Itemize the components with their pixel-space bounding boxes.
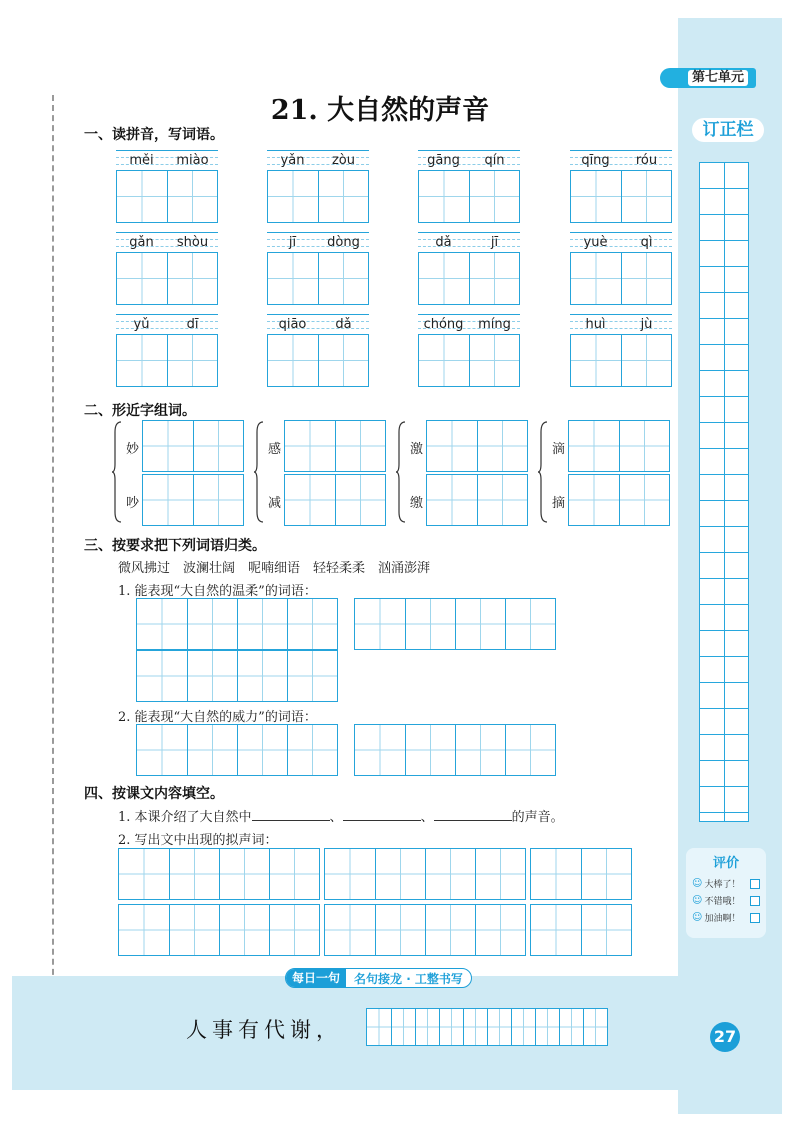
evaluation-label: 加油啊！ bbox=[704, 914, 741, 924]
writing-cell[interactable] bbox=[219, 849, 269, 899]
writing-cell[interactable] bbox=[137, 599, 187, 649]
writing-cell[interactable] bbox=[269, 849, 319, 899]
similar-char: 减 bbox=[268, 496, 282, 511]
writing-cell[interactable] bbox=[511, 1009, 535, 1045]
writing-cell[interactable] bbox=[169, 849, 219, 899]
writing-cell[interactable] bbox=[419, 335, 469, 386]
writing-cell[interactable] bbox=[427, 475, 477, 525]
pinyin-syllable: zòu bbox=[331, 153, 356, 168]
pinyin-syllable: shòu bbox=[176, 235, 209, 250]
pinyin-word-block bbox=[570, 314, 672, 389]
word-writing-grid[interactable] bbox=[568, 474, 670, 526]
similar-char: 妙 bbox=[126, 442, 140, 457]
similar-char: 摘 bbox=[552, 496, 566, 511]
writing-cell[interactable] bbox=[505, 599, 555, 649]
pinyin-syllable: qīng bbox=[581, 153, 610, 168]
answer-grid[interactable] bbox=[118, 848, 320, 900]
writing-cell[interactable] bbox=[193, 421, 244, 471]
writing-cell[interactable] bbox=[425, 905, 475, 955]
writing-cell[interactable] bbox=[405, 599, 455, 649]
daily-tag-right: 名句接龙 · 工整书写 bbox=[354, 971, 463, 986]
writing-cell[interactable] bbox=[285, 475, 335, 525]
writing-cell[interactable] bbox=[335, 421, 386, 471]
character-writing-grid[interactable] bbox=[116, 171, 218, 223]
pinyin-word-block bbox=[267, 232, 369, 307]
writing-cell[interactable] bbox=[477, 421, 528, 471]
writing-cell[interactable] bbox=[535, 1009, 559, 1045]
character-writing-grid[interactable] bbox=[570, 253, 672, 305]
writing-cell[interactable] bbox=[167, 335, 218, 386]
character-writing-grid[interactable] bbox=[418, 335, 520, 387]
section-1-heading: 一、读拼音，写词语。 bbox=[84, 127, 224, 143]
answer-grid[interactable] bbox=[530, 904, 632, 956]
smile-icon: ☺ bbox=[692, 895, 703, 906]
writing-cell[interactable] bbox=[621, 171, 672, 222]
unit-tab bbox=[660, 68, 756, 88]
writing-cell[interactable] bbox=[237, 599, 287, 649]
page-number: 27 bbox=[710, 1022, 740, 1052]
writing-cell[interactable] bbox=[117, 253, 167, 304]
character-writing-grid[interactable] bbox=[267, 253, 369, 305]
separator: 、 bbox=[420, 810, 434, 825]
writing-cell[interactable] bbox=[571, 253, 621, 304]
word-writing-grid[interactable] bbox=[142, 420, 244, 472]
writing-cell[interactable] bbox=[137, 725, 187, 775]
question-4-1-prefix: 1. 本课介绍了大自然中 bbox=[118, 810, 252, 825]
character-writing-grid[interactable] bbox=[418, 253, 520, 305]
writing-cell[interactable] bbox=[285, 421, 335, 471]
writing-cell[interactable] bbox=[475, 905, 525, 955]
writing-cell[interactable] bbox=[193, 475, 244, 525]
pinyin-word-block bbox=[570, 150, 672, 225]
writing-cell[interactable] bbox=[505, 725, 555, 775]
answer-grid[interactable] bbox=[530, 848, 632, 900]
question-4-1-suffix: 的声音。 bbox=[511, 810, 564, 825]
writing-cell[interactable] bbox=[455, 725, 505, 775]
writing-cell[interactable] bbox=[318, 335, 369, 386]
cut-line bbox=[52, 95, 54, 1015]
writing-cell[interactable] bbox=[487, 1009, 511, 1045]
writing-cell[interactable] bbox=[619, 475, 670, 525]
writing-cell[interactable] bbox=[187, 651, 237, 701]
correction-title: 订正栏 bbox=[692, 118, 764, 142]
correction-grid[interactable] bbox=[699, 162, 749, 822]
writing-cell[interactable] bbox=[531, 905, 581, 955]
answer-grid[interactable] bbox=[354, 724, 556, 776]
pinyin-syllable: dǎ bbox=[335, 317, 352, 332]
writing-cell[interactable] bbox=[415, 1009, 439, 1045]
writing-cell[interactable] bbox=[318, 171, 369, 222]
pinyin-row bbox=[418, 314, 520, 335]
writing-cell[interactable] bbox=[531, 849, 581, 899]
pinyin-row bbox=[570, 150, 672, 171]
writing-cell[interactable] bbox=[391, 1009, 415, 1045]
pinyin-syllable: qì bbox=[640, 235, 653, 250]
brace-icon bbox=[396, 420, 406, 524]
writing-cell[interactable] bbox=[287, 599, 337, 649]
pinyin-syllable: míng bbox=[478, 317, 511, 332]
answer-grid[interactable] bbox=[324, 848, 526, 900]
writing-cell[interactable] bbox=[268, 335, 318, 386]
fill-blank[interactable] bbox=[434, 809, 512, 821]
pinyin-row bbox=[570, 314, 672, 335]
writing-cell[interactable] bbox=[469, 171, 520, 222]
pinyin-syllable: měi bbox=[129, 153, 154, 168]
pinyin-row bbox=[418, 232, 520, 253]
similar-char-group bbox=[396, 420, 546, 524]
pinyin-row bbox=[570, 232, 672, 253]
pinyin-syllable: dī bbox=[186, 317, 199, 332]
smile-icon: ☺ bbox=[692, 912, 703, 923]
writing-cell[interactable] bbox=[375, 849, 425, 899]
unit-tab-label: 第七单元 bbox=[688, 70, 748, 86]
writing-cell[interactable] bbox=[143, 475, 193, 525]
brace-icon bbox=[112, 420, 122, 524]
similar-char-group bbox=[254, 420, 404, 524]
writing-cell[interactable] bbox=[117, 171, 167, 222]
writing-cell[interactable] bbox=[569, 475, 619, 525]
writing-cell[interactable] bbox=[119, 849, 169, 899]
character-writing-grid[interactable] bbox=[116, 335, 218, 387]
writing-cell[interactable] bbox=[355, 725, 405, 775]
answer-grid[interactable] bbox=[324, 904, 526, 956]
evaluation-checkbox[interactable] bbox=[750, 913, 760, 923]
writing-cell[interactable] bbox=[169, 905, 219, 955]
character-writing-grid[interactable] bbox=[570, 171, 672, 223]
fill-blank[interactable] bbox=[252, 809, 330, 821]
writing-cell[interactable] bbox=[405, 725, 455, 775]
pinyin-word-block bbox=[267, 314, 369, 389]
separator: 、 bbox=[329, 810, 343, 825]
word-writing-grid[interactable] bbox=[426, 420, 528, 472]
writing-cell[interactable] bbox=[375, 905, 425, 955]
pinyin-row bbox=[267, 232, 369, 253]
word-writing-grid[interactable] bbox=[142, 474, 244, 526]
word-writing-grid[interactable] bbox=[284, 420, 386, 472]
writing-cell[interactable] bbox=[619, 421, 670, 471]
writing-cell[interactable] bbox=[419, 253, 469, 304]
writing-cell[interactable] bbox=[325, 849, 375, 899]
question-3-1: 1. 能表现“大自然的温柔”的词语： bbox=[118, 584, 317, 599]
writing-cell[interactable] bbox=[187, 725, 237, 775]
writing-cell[interactable] bbox=[237, 725, 287, 775]
writing-cell[interactable] bbox=[583, 1009, 607, 1045]
answer-grid[interactable] bbox=[136, 598, 338, 650]
character-writing-grid[interactable] bbox=[570, 335, 672, 387]
writing-cell[interactable] bbox=[439, 1009, 463, 1045]
writing-cell[interactable] bbox=[335, 475, 386, 525]
question-3-2: 2. 能表现“大自然的威力”的词语： bbox=[118, 710, 317, 725]
pinyin-syllable: qín bbox=[484, 153, 505, 168]
writing-cell[interactable] bbox=[187, 599, 237, 649]
pinyin-syllable: chóng bbox=[423, 317, 464, 332]
similar-char-group bbox=[538, 420, 688, 524]
similar-char: 缴 bbox=[410, 496, 424, 511]
pinyin-syllable: huì bbox=[585, 317, 606, 332]
evaluation-checkbox[interactable] bbox=[750, 879, 760, 889]
answer-grid[interactable] bbox=[118, 904, 320, 956]
writing-cell[interactable] bbox=[455, 599, 505, 649]
pinyin-word-block bbox=[418, 314, 520, 389]
writing-cell[interactable] bbox=[571, 171, 621, 222]
pinyin-syllable: qiāo bbox=[278, 317, 307, 332]
brace-icon bbox=[254, 420, 264, 524]
word-writing-grid[interactable] bbox=[568, 420, 670, 472]
pinyin-syllable: yuè bbox=[583, 235, 608, 250]
character-writing-grid[interactable] bbox=[418, 171, 520, 223]
pinyin-row bbox=[116, 314, 218, 335]
evaluation-checkbox[interactable] bbox=[750, 896, 760, 906]
pinyin-word-block bbox=[116, 314, 218, 389]
similar-char: 激 bbox=[410, 442, 424, 457]
pinyin-row bbox=[267, 150, 369, 171]
writing-cell[interactable] bbox=[167, 253, 218, 304]
word-bank: 微风拂过 波澜壮阔 呢喃细语 轻轻柔柔 汹涌澎湃 bbox=[118, 561, 431, 576]
writing-cell[interactable] bbox=[269, 905, 319, 955]
writing-cell[interactable] bbox=[287, 725, 337, 775]
daily-tag bbox=[285, 968, 472, 988]
pinyin-row bbox=[418, 150, 520, 171]
writing-cell[interactable] bbox=[477, 475, 528, 525]
pinyin-word-block bbox=[418, 150, 520, 225]
writing-cell[interactable] bbox=[621, 253, 672, 304]
smile-icon: ☺ bbox=[692, 878, 703, 889]
writing-cell[interactable] bbox=[427, 421, 477, 471]
pinyin-syllable: gāng bbox=[427, 153, 460, 168]
writing-cell[interactable] bbox=[581, 849, 631, 899]
similar-char: 感 bbox=[268, 442, 282, 457]
question-4-2: 2. 写出文中出现的拟声词： bbox=[118, 833, 278, 848]
pinyin-word-block bbox=[570, 232, 672, 307]
word-writing-grid[interactable] bbox=[284, 474, 386, 526]
evaluation-title: 评价 bbox=[712, 856, 739, 871]
writing-cell[interactable] bbox=[137, 651, 187, 701]
writing-cell[interactable] bbox=[571, 335, 621, 386]
pinyin-row bbox=[116, 150, 218, 171]
writing-cell[interactable] bbox=[475, 849, 525, 899]
section-4-heading: 四、按课文内容填空。 bbox=[84, 786, 224, 802]
evaluation-item bbox=[692, 892, 760, 909]
evaluation-item bbox=[692, 909, 760, 926]
character-writing-grid[interactable] bbox=[267, 171, 369, 223]
writing-cell[interactable] bbox=[268, 171, 318, 222]
pinyin-syllable: dǎ bbox=[435, 235, 452, 250]
writing-cell[interactable] bbox=[325, 905, 375, 955]
writing-cell[interactable] bbox=[119, 905, 169, 955]
pinyin-syllable: yǔ bbox=[133, 317, 150, 332]
writing-cell[interactable] bbox=[569, 421, 619, 471]
brace-icon bbox=[538, 420, 548, 524]
pinyin-syllable: dòng bbox=[327, 235, 360, 250]
writing-cell[interactable] bbox=[318, 253, 369, 304]
similar-char: 滴 bbox=[552, 442, 566, 457]
pinyin-syllable: jù bbox=[640, 317, 653, 332]
writing-cell[interactable] bbox=[237, 651, 287, 701]
pinyin-row bbox=[267, 314, 369, 335]
pinyin-syllable: gǎn bbox=[129, 235, 154, 250]
question-4-1 bbox=[118, 806, 564, 825]
answer-grid[interactable] bbox=[136, 724, 338, 776]
pinyin-word-block bbox=[418, 232, 520, 307]
writing-cell[interactable] bbox=[559, 1009, 583, 1045]
pinyin-syllable: jī bbox=[288, 235, 297, 250]
writing-cell[interactable] bbox=[287, 651, 337, 701]
writing-cell[interactable] bbox=[469, 253, 520, 304]
writing-cell[interactable] bbox=[367, 1009, 391, 1045]
writing-cell[interactable] bbox=[621, 335, 672, 386]
pinyin-word-block bbox=[116, 232, 218, 307]
writing-cell[interactable] bbox=[463, 1009, 487, 1045]
writing-cell[interactable] bbox=[167, 171, 218, 222]
pinyin-syllable: jī bbox=[490, 235, 499, 250]
page-title: 21. 大自然的声音 bbox=[270, 95, 490, 126]
writing-cell[interactable] bbox=[355, 599, 405, 649]
section-2-heading: 二、形近字组词。 bbox=[84, 403, 196, 419]
writing-cell[interactable] bbox=[469, 335, 520, 386]
word-writing-grid[interactable] bbox=[426, 474, 528, 526]
evaluation-label: 不错哦！ bbox=[704, 897, 741, 907]
writing-cell[interactable] bbox=[117, 335, 167, 386]
pinyin-word-block bbox=[267, 150, 369, 225]
sentence-answer-grid[interactable] bbox=[366, 1008, 608, 1046]
answer-grid[interactable] bbox=[354, 598, 556, 650]
pinyin-syllable: miào bbox=[176, 153, 209, 168]
writing-cell[interactable] bbox=[268, 253, 318, 304]
daily-sentence: 人事有代谢， bbox=[186, 1018, 342, 1042]
similar-char-group bbox=[112, 420, 262, 524]
pinyin-word-block bbox=[116, 150, 218, 225]
section-3-heading: 三、按要求把下列词语归类。 bbox=[84, 538, 266, 554]
writing-cell[interactable] bbox=[581, 905, 631, 955]
pinyin-syllable: róu bbox=[635, 153, 658, 168]
character-writing-grid[interactable] bbox=[267, 335, 369, 387]
pinyin-syllable: yǎn bbox=[280, 153, 305, 168]
writing-cell[interactable] bbox=[143, 421, 193, 471]
writing-cell[interactable] bbox=[419, 171, 469, 222]
evaluation-box bbox=[686, 848, 766, 938]
writing-cell[interactable] bbox=[425, 849, 475, 899]
writing-cell[interactable] bbox=[219, 905, 269, 955]
pinyin-row bbox=[116, 232, 218, 253]
fill-blank[interactable] bbox=[343, 809, 421, 821]
answer-grid[interactable] bbox=[136, 650, 338, 702]
character-writing-grid[interactable] bbox=[116, 253, 218, 305]
similar-char: 吵 bbox=[126, 496, 140, 511]
evaluation-label: 大棒了！ bbox=[704, 880, 741, 890]
evaluation-item bbox=[692, 875, 760, 892]
daily-tag-left: 每日一句 bbox=[286, 969, 346, 987]
